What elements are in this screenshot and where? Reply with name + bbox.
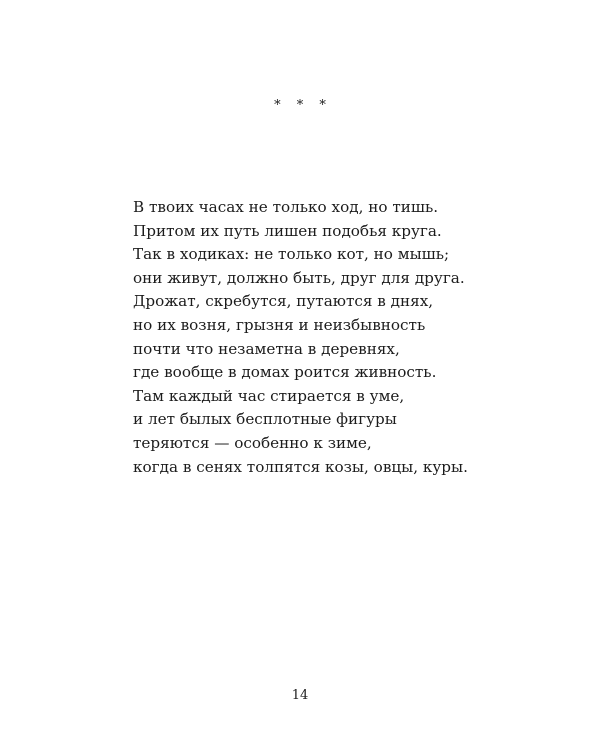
poem-line: В твоих часах не только ход, но тишь.: [133, 198, 439, 216]
page-number: 14: [291, 688, 309, 703]
poem-line: Дрожат, скребутся, путаются в днях,: [133, 292, 434, 311]
poem-line: они живут, должно быть, друг для друга.: [133, 268, 465, 287]
poem-line: Там каждый час стирается в уме,: [133, 386, 405, 405]
poem-line: и лет былых бесплотные фигуры: [133, 410, 397, 429]
poem-line: Притом их путь лишен подобья круга.: [133, 221, 442, 240]
poem-line: почти что незаметна в деревнях,: [133, 339, 400, 358]
section-divider: * * *: [274, 98, 332, 113]
poem-line: теряются — особенно к зиме,: [133, 433, 372, 452]
poem-line: когда в сенях толпятся козы, овцы, куры.: [133, 457, 468, 476]
poem-line: где вообще в домах роится живность.: [133, 363, 437, 382]
poem-line: Так в ходиках: не только кот, но мышь;: [133, 245, 450, 264]
poem-text: [133, 196, 493, 479]
poem-line: но их возня, грызня и неизбывность: [133, 315, 426, 334]
